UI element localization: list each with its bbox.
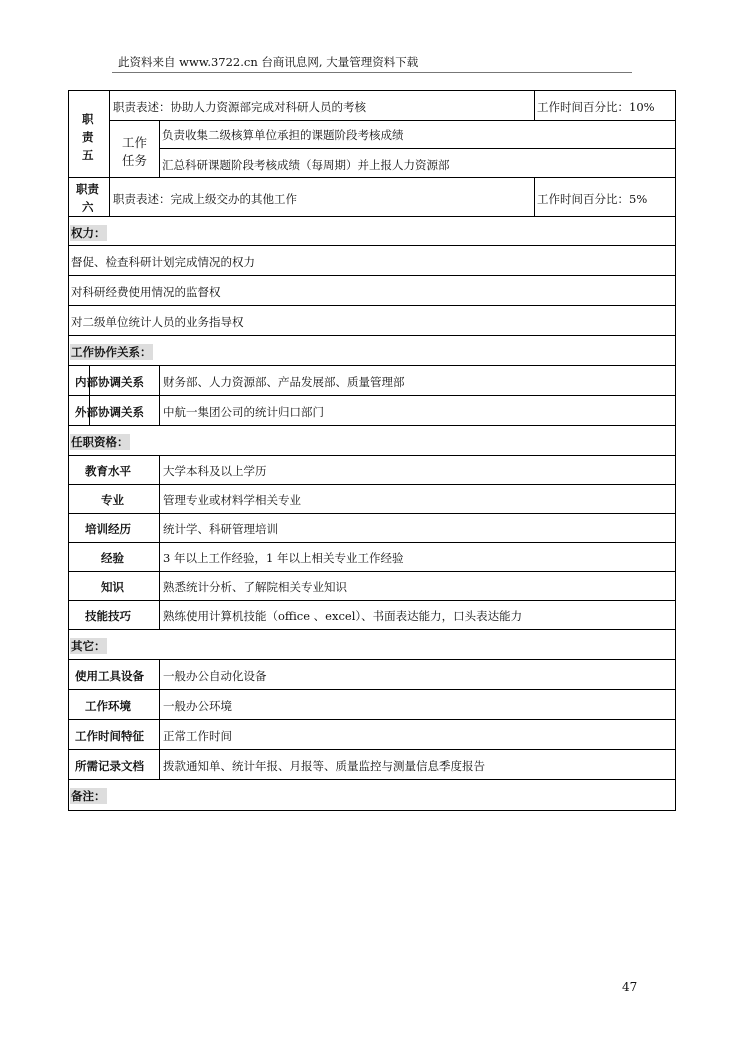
power-item-2: 对科研经费使用情况的监督权 [71,285,221,299]
qualification-value-skills: 熟练使用计算机技能（office 、excel）、书面表达能力，口头表达能力 [163,609,523,623]
qualification-row [68,514,676,543]
qualification-row [68,601,676,630]
qualification-title: 任职资格： [71,435,129,449]
other-value-tools: 一般办公自动化设备 [163,669,267,683]
qualification-label-education: 教育水平 [85,464,131,478]
other-label-documents: 所需记录文档 [75,759,144,773]
power-item [68,246,676,276]
duty5-task-label-2: 任务 [122,153,148,168]
qualification-label-experience: 经验 [101,551,124,565]
other-value-documents: 拨款通知单、统计年报、月报等、质量监控与测量信息季度报告 [163,759,485,773]
power-item [68,306,676,336]
qualification-row [68,543,676,572]
power-item-1: 督促、检查科研计划完成情况的权力 [71,255,255,269]
duty5-label-2: 责 [82,130,94,144]
qualification-title-row [68,426,676,456]
other-title-row [68,630,676,660]
page-header [112,52,632,73]
duty6-label-1: 职责 [76,182,99,196]
qualification-value-experience: 3 年以上工作经验，1 年以上相关专业工作经验 [163,551,404,565]
qualification-value-training: 统计学、科研管理培训 [163,522,278,536]
qualification-row [68,572,676,601]
duty5-time-percent: 工作时间百分比：10% [537,100,655,114]
duty5-block [68,90,676,178]
duty5-label-1: 职 [82,112,94,126]
relations-title-row [68,336,676,366]
other-row [68,660,676,690]
relation-row [68,366,676,396]
duty5-label-3: 五 [82,148,94,162]
qualification-value-education: 大学本科及以上学历 [163,464,267,478]
duty6-block [68,177,676,217]
power-item [68,276,676,306]
qualification-row [68,456,676,485]
relation-label-internal: 内部协调关系 [75,375,144,389]
relation-value-external: 中航一集团公司的统计归口部门 [163,405,324,419]
notes-row [68,780,676,811]
header-text: 此资料来自 www.3722.cn 台商讯息网, 大量管理资料下载 [118,55,419,69]
other-row [68,750,676,780]
duty6-description: 职责表述：完成上级交办的其他工作 [113,192,297,206]
other-value-environment: 一般办公环境 [163,699,232,713]
power-title-row [68,216,676,246]
other-row [68,720,676,750]
duty5-description: 职责表述：协助人力资源部完成对科研人员的考核 [113,100,366,114]
other-value-worktime: 正常工作时间 [163,729,232,743]
other-row [68,690,676,720]
other-label-tools: 使用工具设备 [75,669,144,683]
other-title: 其它： [71,639,106,653]
qualification-label-major: 专业 [101,493,124,507]
power-title: 权力： [71,226,106,240]
relations-title: 工作协作关系： [71,345,152,359]
other-label-environment: 工作环境 [85,699,131,713]
notes-title: 备注： [71,789,106,803]
page-number: 47 [622,980,638,994]
relation-row [68,396,676,426]
qualification-row [68,485,676,514]
relation-value-internal: 财务部、人力资源部、产品发展部、质量管理部 [163,375,405,389]
other-label-worktime: 工作时间特征 [75,729,144,743]
qualification-label-training: 培训经历 [85,522,131,536]
qualification-label-knowledge: 知识 [101,580,124,594]
qualification-label-skills: 技能技巧 [85,609,131,623]
qualification-value-major: 管理专业或材料学相关专业 [163,493,301,507]
duty6-time-percent: 工作时间百分比：5% [537,192,648,206]
duty5-task-2: 汇总科研课题阶段考核成绩（每周期）并上报人力资源部 [162,158,450,172]
power-item-3: 对二级单位统计人员的业务指导权 [71,315,244,329]
qualification-value-knowledge: 熟悉统计分析、了解院相关专业知识 [163,580,347,594]
duty5-task-1: 负责收集二级核算单位承担的课题阶段考核成绩 [162,128,404,142]
relation-label-external: 外部协调关系 [75,405,144,419]
duty5-task-label-1: 工作 [122,135,148,150]
duty6-label-2: 六 [82,200,94,214]
